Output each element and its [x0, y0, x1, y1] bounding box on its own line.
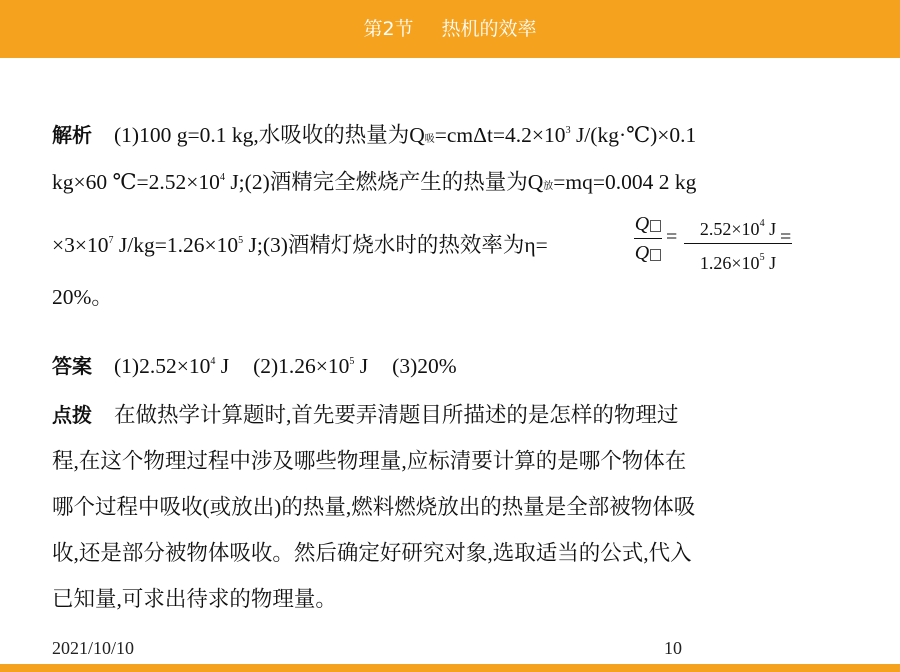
- answer-block: 答案 $(1)2.52\times 10^4$ J $(2)1.26\times 10^5$ J (3)20%: [52, 354, 457, 378]
- analysis-line-2: kg×60 $℃=2.52\times 10^4$ J;(2)酒精完全燃烧产生的热量为Q放=mq=0.004 2 kg: [52, 170, 697, 194]
- analysis-label: 解析: [52, 123, 92, 147]
- header-bar: [0, 0, 900, 58]
- tip-line-3: 哪个过程中吸收(或放出)的热量,燃料燃烧放出的热量是全部被物体吸: [52, 495, 696, 519]
- tip-label: 点拨: [52, 403, 92, 427]
- equals-sign-2: =: [780, 226, 792, 248]
- subscript-placeholder-box: [650, 249, 661, 261]
- subscript-placeholder-box: [650, 220, 661, 232]
- efficiency-fraction-numeric: $2.52\times 10^4$ J $1.26\times 10^5$ J: [684, 210, 792, 277]
- answer-label: 答案: [52, 354, 92, 378]
- analysis-line-3: $\times 3\times 10^7$ $J/kg=1.26\times 10^5$ J;(3)酒精灯烧水时的热效率为η=: [52, 233, 548, 257]
- footer-date: 2021/10/10: [52, 638, 135, 658]
- page-number: 10: [664, 638, 682, 658]
- analysis-line-4: 20%。: [52, 285, 113, 309]
- bottom-accent-bar: [0, 664, 900, 672]
- tip-line-1: 点拨 在做热学计算题时,首先要弄清题目所描述的是怎样的物理过: [52, 403, 679, 427]
- efficiency-fraction-symbolic: Q Q: [634, 210, 662, 267]
- analysis-line-1: 解析 (1)100 g=0.1 kg,水吸收的热量为Q吸$=cm\Delta t=4.2\times 10^3$ J/(kg·℃)×0.1: [52, 123, 697, 147]
- page-title: 热机的效率: [441, 18, 537, 40]
- tip-line-4: 收,还是部分被物体吸收。然后确定好研究对象,选取适当的公式,代入: [52, 541, 692, 565]
- tip-line-2: 程,在这个物理过程中涉及哪些物理量,应标清要计算的是哪个物体在: [52, 449, 687, 473]
- section-number: 第2节: [363, 18, 414, 40]
- tip-line-5: 已知量,可求出待求的物理量。: [52, 587, 337, 611]
- equals-sign: =: [666, 226, 678, 248]
